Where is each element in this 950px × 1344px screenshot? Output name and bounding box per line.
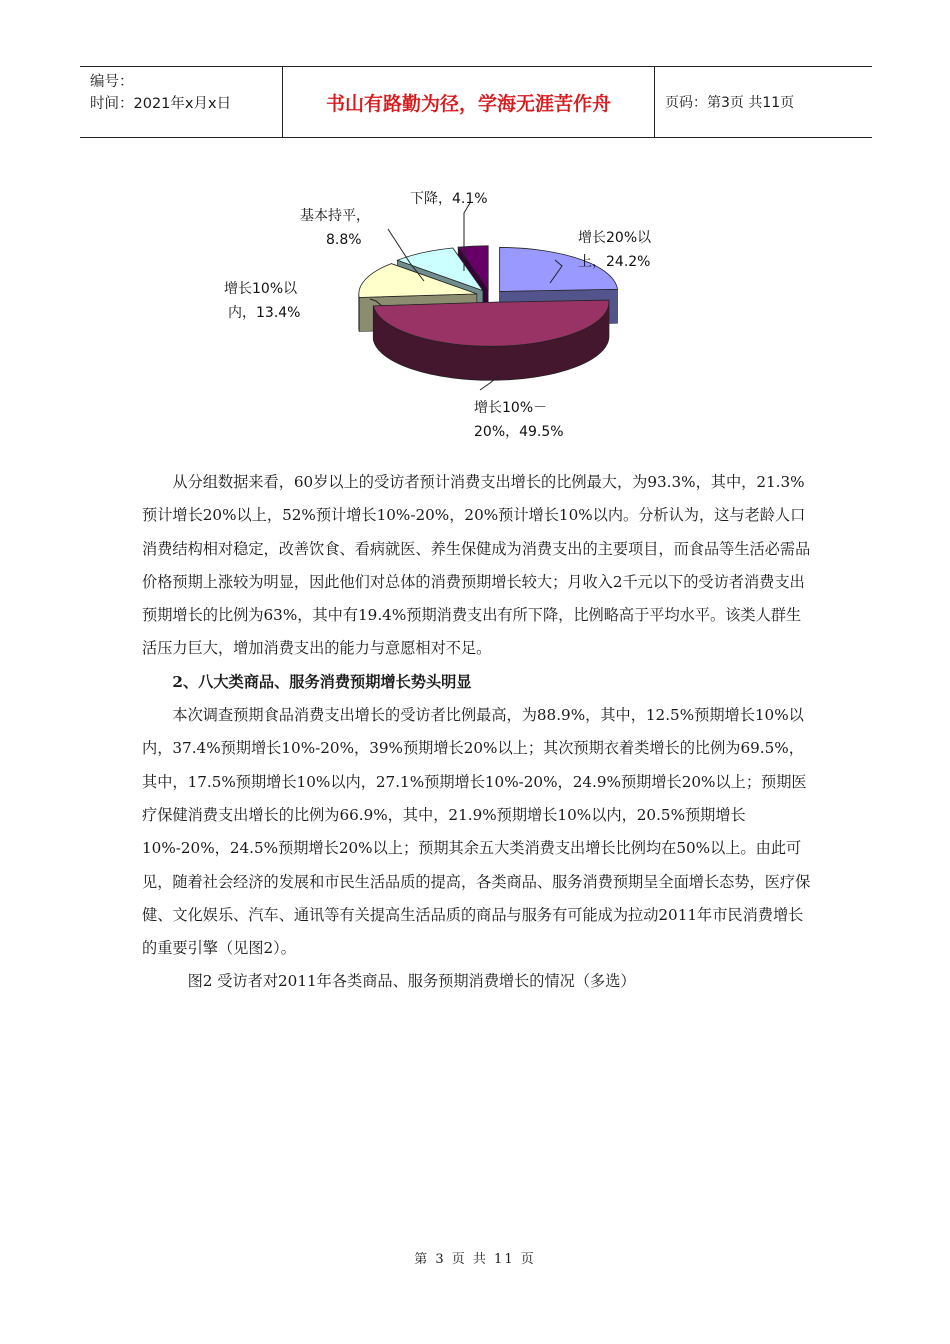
pie-chart: [210, 178, 740, 450]
time-label: 时间：2021年x月x日: [90, 96, 232, 112]
page-header: [80, 66, 872, 138]
slice-label-flat-line2: 8.8%: [326, 232, 362, 248]
slice-label-flat-line1: 基本持平，: [300, 208, 370, 224]
header-meta: [80, 67, 283, 137]
paragraph-age-groups: 从分组数据来看，60岁以上的受访者预计消费支出增长的比例最大，为93.3%，其中，21.3%预计增长20%以上，52%预计增长10%-20%，20%预计增长10%以内。分析认为，这与老龄人口消费结构相对稳定，改善饮食、看病就医、养生保健成为消费支出的主要项目，而食品等生活必需品价格预期上涨较为明显，因此他们对总体的消费预期增长较大；月收入2千元以下的受访者消费支出预期增长的比例为63%，其中有19.4%预期消费支出有所下降，比例略高于平均水平。该类人群生活压力巨大，增加消费支出的能力与意愿相对不足。: [142, 473, 811, 658]
figure-caption: 图2 受访者对2011年各类商品、服务预期消费增长的情况（多选）: [187, 972, 636, 991]
header-motto: 书山有路勤为径，学海无涯苦作舟: [283, 67, 655, 137]
slice-label-down: 下降，4.1%: [410, 191, 488, 207]
header-page-info: 页码：第3页 共11页: [665, 95, 795, 111]
slice-label-20plus-line2: 上，24.2%: [578, 254, 651, 270]
slice-label-10to20-line2: 20%，49.5%: [474, 424, 564, 440]
page-footer: 第 3 页 共 11 页: [414, 1252, 536, 1267]
section-heading: 2、八大类商品、服务消费预期增长势头明显: [172, 672, 472, 691]
slice-label-under10-line2: 内，13.4%: [228, 305, 301, 321]
slice-label-10to20-line1: 增长10%－: [474, 400, 548, 416]
slice-label-under10-line1: 增长10%以: [224, 281, 298, 297]
slice-label-20plus-line1: 增长20%以: [578, 230, 652, 246]
number-label: 编号：: [90, 74, 134, 90]
paragraph-categories: 本次调查预期食品消费支出增长的受访者比例最高，为88.9%，其中，12.5%预期增长10%以内，37.4%预期增长10%-20%，39%预期增长20%以上；其次预期衣着类增长的比例为69.5%，其中，17.5%预期增长10%以内，27.1%预期增长10%-20%，24.9%预期增长20%以上；预期医疗保健消费支出增长的比例为66.9%，其中，21.9%预期增长10%以内，20.5%预期增长10%-20%，24.5%预期增长20%以上；预期其余五大类消费支出增长比例均在50%以上。由此可见，随着社会经济的发展和市民生活品质的提高，各类商品、服务消费预期呈全面增长态势，医疗保健、文化娱乐、汽车、通讯等有关提高生活品质的商品与服务有可能成为拉动2011年市民消费增长的重要引擎（见图2）。: [142, 706, 811, 958]
body-text: [142, 466, 812, 999]
